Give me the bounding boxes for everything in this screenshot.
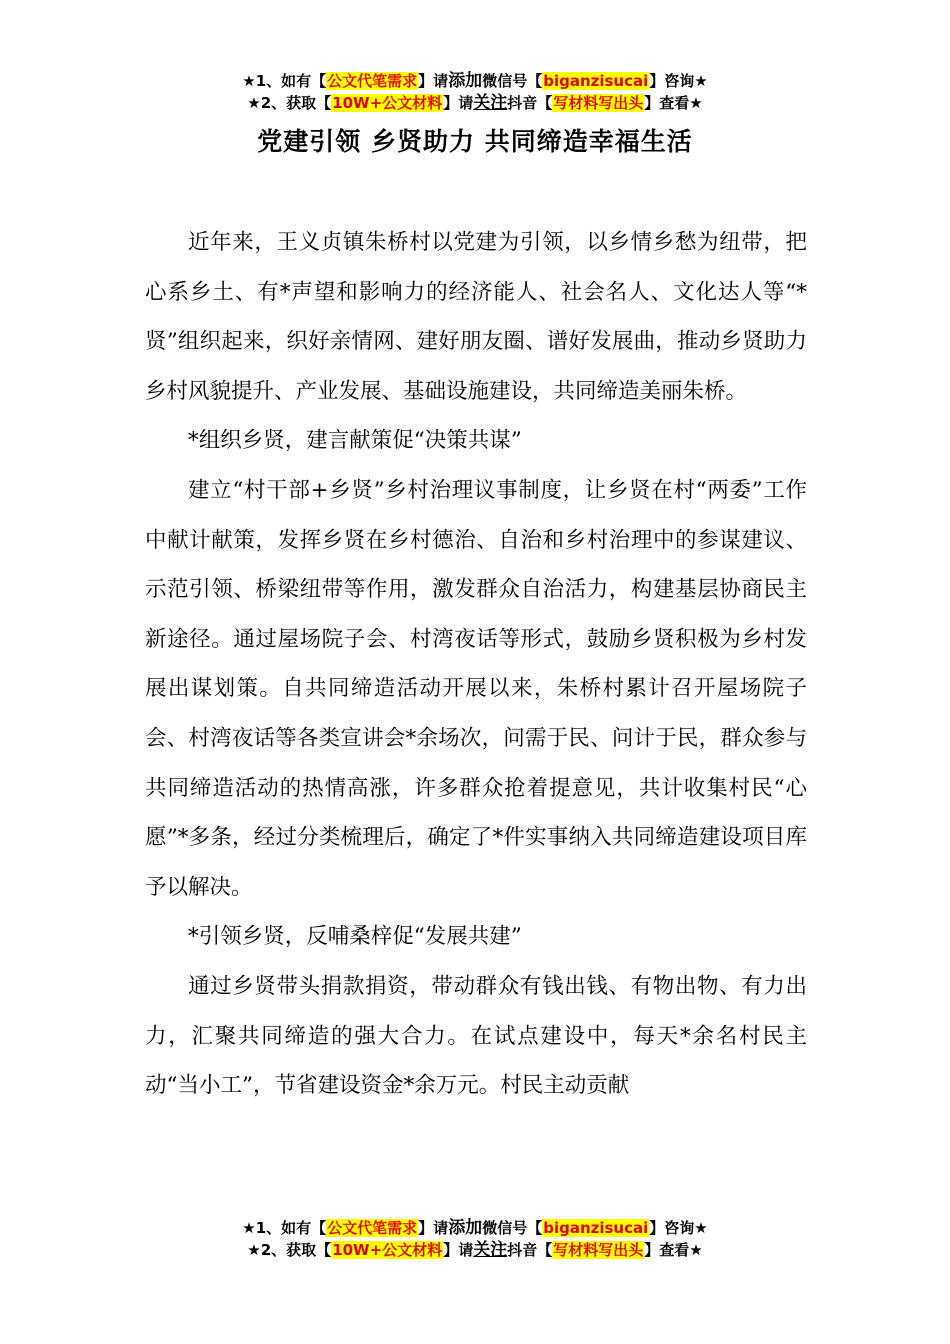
highlight-service: 公文代笔需求 <box>327 1219 418 1237</box>
highlight-douyin-account: 写材料写出头 <box>553 1241 644 1259</box>
highlight-service: 公文代笔需求 <box>327 72 418 90</box>
highlight-douyin-account: 写材料写出头 <box>553 94 644 112</box>
highlight-materials: 10W+公文材料 <box>332 1241 443 1259</box>
paragraph-intro: 近年来，王义贞镇朱桥村以党建为引领，以乡情乡愁为纽带，把心系乡土、有*声望和影响力的经济能人、社会名人、文化达人等“*贤”组织起来，织好亲情网、建好朋友圈、谱好发展曲，推动乡贤助力乡村风貌提升、产业发展、基础设施建设，共同缔造美丽朱桥。 <box>145 230 807 404</box>
paragraph-section-2: 通过乡贤带头捐款捐资，带动群众有钱出钱、有物出物、有力出力，汇聚共同缔造的强大合力。在试点建设中，每天*余名村民主动“当小工”，节省建设资金*余万元。村民主动贡献 <box>145 973 807 1099</box>
promo-line-2: ★2、获取【10W+公文材料】请关注抖音【写材料写出头】查看★ <box>247 1240 703 1260</box>
promo-line-1: ★1、如有【公文代笔需求】请添加微信号【biganzisucai】咨询★ <box>242 1218 708 1238</box>
highlight-materials: 10W+公文材料 <box>332 94 443 112</box>
promo-line-2: ★2、获取【10W+公文材料】请关注抖音【写材料写出头】查看★ <box>247 93 703 113</box>
highlight-wechat-id: biganzisucai <box>543 72 649 90</box>
highlight-wechat-id: biganzisucai <box>543 1219 649 1237</box>
paragraph-section-1: 建立“村干部+乡贤”乡村治理议事制度，让乡贤在村“两委”工作中献计献策，发挥乡贤在乡村德治、自治和乡村治理中的参谋建议、示范引领、桥梁纽带等作用，激发群众自治活力，构建基层协商民主新途径。通过屋场院子会、村湾夜话等形式，鼓励乡贤积极为乡村发展出谋划策。自共同缔造活动开展以来，朱桥村累计召开屋场院子会、村湾夜话等各类宣讲会*余场次，问需于民、问计于民，群众参与共同缔造活动的热情高涨，许多群众抢着提意见，共计收集村民“心愿”*多条，经过分类梳理后，确定了*件实事纳入共同缔造建设项目库予以解决。 <box>145 477 807 900</box>
document-title: 党建引领 乡贤助力 共同缔造幸福生活 <box>257 127 693 156</box>
promo-banner-top <box>0 70 950 114</box>
promo-banner-bottom <box>0 1217 950 1261</box>
document-body <box>145 218 807 1111</box>
section-heading-2: *引领乡贤，反哺桑梓促“发展共建” <box>188 924 522 950</box>
section-heading-1: *组织乡贤，建言献策促“决策共谋” <box>188 428 522 454</box>
promo-line-1: ★1、如有【公文代笔需求】请添加微信号【biganzisucai】咨询★ <box>242 71 708 91</box>
